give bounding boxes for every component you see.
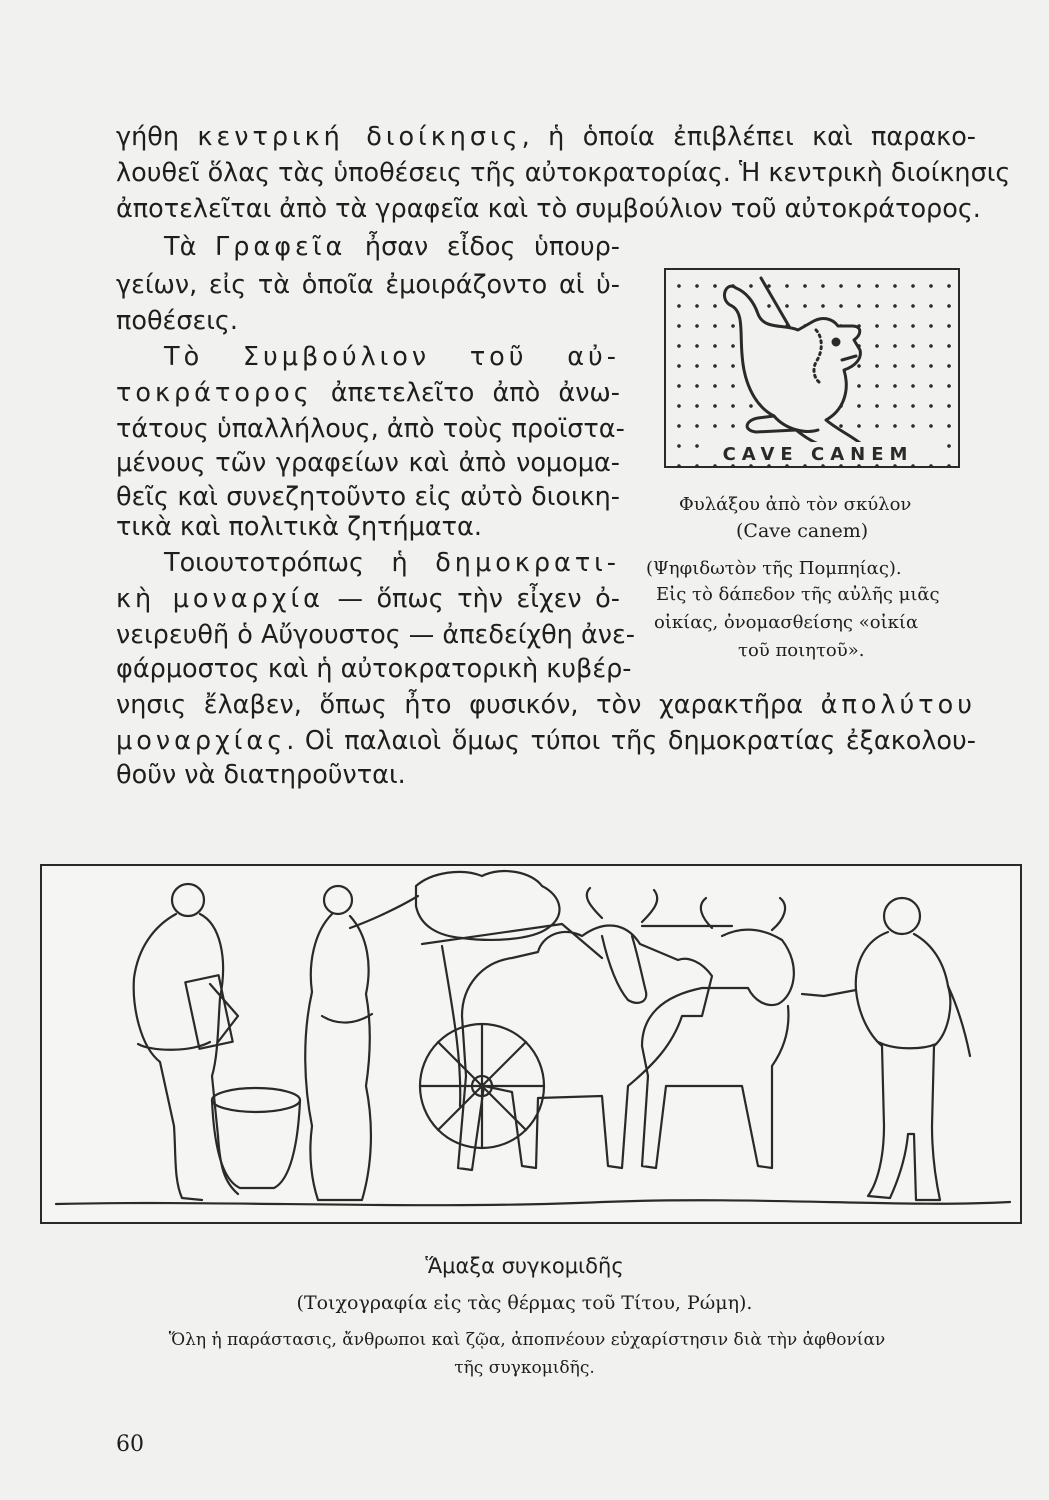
page-number: 60 bbox=[116, 1432, 144, 1457]
basket-vessel bbox=[212, 1088, 300, 1188]
mosaic-caption-3: (Ψηφιδωτὸν τῆς Πομπηίας). bbox=[646, 558, 902, 579]
text-line-11: θεῖς καὶ συνεζητοῦντο εἰς αὐτὸ διοικη- bbox=[116, 482, 620, 512]
harvest-cart-fresco bbox=[40, 864, 1022, 1224]
text-line-7: Τὸ Συμβούλιον τοῦ αὐ- bbox=[164, 342, 620, 372]
text-line-18: μοναρχίας. Οἱ παλαιοὶ ὅμως τύποι τῆς δημοκρατίας ἐξακολου- bbox=[116, 726, 976, 756]
text-line-14: κὴ μοναρχία — ὅπως τὴν εἶχεν ὀ- bbox=[116, 584, 620, 614]
fresco-title: Ἅμαξα συγκομιδῆς bbox=[425, 1254, 624, 1278]
text-line-3: ἀποτελεῖται ἀπὸ τὰ γραφεῖα καὶ τὸ συμβούλιον τοῦ αὐτοκράτορος. bbox=[116, 194, 981, 224]
fresco-description-2: τῆς συγκομιδῆς. bbox=[454, 1358, 595, 1378]
dog-illustration bbox=[666, 270, 962, 470]
text-line-2: λουθεῖ ὅλας τὰς ὑποθέσεις τῆς αὐτοκρατορίας. Ἡ κεντρικὴ διοίκησις bbox=[116, 158, 1011, 188]
mosaic-caption-2: (Cave canem) bbox=[736, 520, 869, 542]
text-line-19: θοῦν νὰ διατηροῦνται. bbox=[116, 760, 406, 790]
text-line-10: μένους τῶν γραφείων καὶ ἀπὸ νομομα- bbox=[116, 448, 620, 478]
text-line-16: φάρμοστος καὶ ἡ αὐτοκρατορικὴ κυβέρ- bbox=[116, 654, 632, 684]
text-line-13: Τοιουτοτρόπως ἡ δημοκρατι- bbox=[164, 548, 620, 578]
text-line-12: τικὰ καὶ πολιτικὰ ζητήματα. bbox=[116, 512, 482, 542]
cave-canem-inscription bbox=[702, 442, 934, 465]
text-line-1: γήθη κεντρική διοίκησις, ἡ ὁποία ἐπιβλέπει καὶ παρακο- bbox=[116, 122, 977, 152]
woman-figure bbox=[305, 886, 418, 1200]
fresco-description-1: Ὅλη ἡ παράστασις, ἄνθρωποι καὶ ζῷα, ἀποπνέουν εὐχαρίστησιν διὰ τὴν ἀφθονίαν bbox=[168, 1330, 886, 1350]
cave-canem-mosaic bbox=[664, 268, 960, 468]
text-line-15: νειρευθῆ ὁ Αὔγουστος — ἀπεδείχθη ἀνε- bbox=[116, 620, 635, 650]
fresco-illustration bbox=[42, 866, 1024, 1226]
svg-text:CAVE CANEM: CAVE CANEM bbox=[722, 444, 914, 465]
text-line-9: τάτους ὑπαλλήλους, ἀπὸ τοὺς προϊστα- bbox=[116, 414, 625, 444]
text-line-8: τοκράτορος ἀπετελεῖτο ἀπὸ ἀνω- bbox=[116, 378, 620, 408]
text-line-17: νησις ἔλαβεν, ὅπως ἦτο φυσικόν, τὸν χαρακτῆρα ἀπολύτου bbox=[116, 690, 976, 720]
text-line-6: ποθέσεις. bbox=[116, 306, 238, 336]
mosaic-caption-1: Φυλάξου ἀπὸ τὸν σκύλον bbox=[679, 494, 912, 515]
mosaic-caption-6: τοῦ ποιητοῦ». bbox=[738, 640, 865, 661]
mosaic-caption-4: Εἰς τὸ δάπεδον τῆς αὐλῆς μιᾶς bbox=[656, 584, 940, 605]
left-worker-figure bbox=[134, 884, 238, 1200]
right-worker-figure bbox=[802, 898, 970, 1200]
mosaic-caption-5: οἰκίας, ὀνομασθείσης «οἰκία bbox=[654, 612, 919, 633]
text-line-4: Τὰ Γραφεῖα ἦσαν εἶδος ὑπουρ- bbox=[164, 232, 620, 262]
fresco-source: (Τοιχογραφία εἰς τὰς θέρμας τοῦ Τίτου, Ρώμη). bbox=[296, 1292, 753, 1314]
text-line-5: γείων, εἰς τὰ ὁποῖα ἐμοιράζοντο αἱ ὑ- bbox=[116, 270, 620, 300]
